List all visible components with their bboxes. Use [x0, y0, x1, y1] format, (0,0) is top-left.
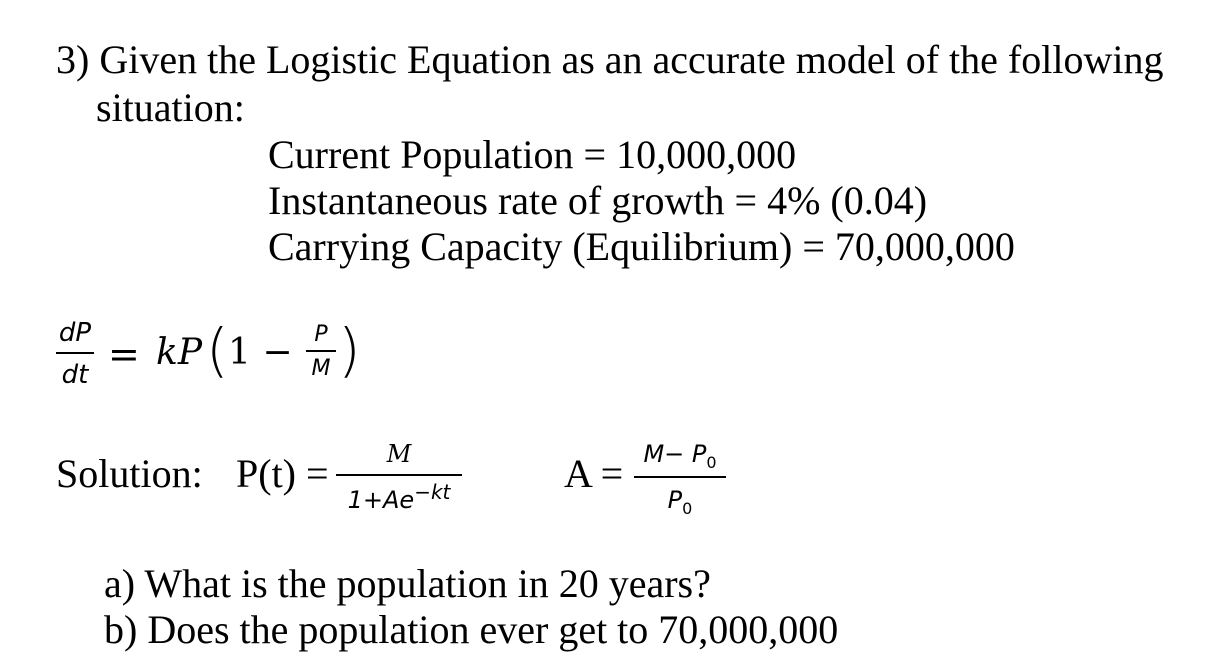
- equation-one-minus: 1 −: [228, 332, 293, 373]
- right-paren: ): [338, 316, 361, 384]
- question-b: b) Does the population ever get to 70,000,000: [104, 607, 839, 652]
- a-denominator: [668, 486, 693, 518]
- problem-title-line2: situation:: [96, 85, 245, 130]
- problem-title-line1: 3) Given the Logistic Equation as an accurate model of the following: [56, 37, 1164, 82]
- a-denominator-text: P: [667, 485, 683, 514]
- left-paren: (: [206, 316, 229, 384]
- given-current-population: Current Population = 10,000,000: [268, 132, 797, 177]
- a-fraction: [634, 440, 726, 518]
- equation-kp: kP: [156, 332, 203, 373]
- a-numerator-text: M− P: [643, 440, 707, 468]
- solution-fraction: [336, 440, 462, 514]
- fraction-bar: [336, 474, 462, 476]
- solution-denominator: [348, 480, 451, 514]
- derivative-numerator: dP: [58, 318, 92, 348]
- inner-fraction: [306, 322, 336, 381]
- solution-label: Solution:: [56, 451, 203, 496]
- fraction-bar: [306, 350, 336, 352]
- inner-denominator: M: [311, 356, 331, 381]
- equation-equals: =: [108, 332, 140, 376]
- derivative-fraction: [56, 318, 94, 390]
- fraction-bar: [634, 476, 726, 478]
- solution-pt: P(t) =: [236, 451, 329, 496]
- question-a: a) What is the population in 20 years?: [104, 561, 711, 606]
- given-growth-rate: Instantaneous rate of growth = 4% (0.04): [268, 178, 928, 223]
- a-numerator-subscript: 0: [706, 452, 717, 472]
- given-carrying-capacity: Carrying Capacity (Equilibrium) = 70,000,000: [268, 224, 1015, 269]
- a-numerator: [643, 440, 716, 472]
- a-label: A =: [564, 451, 624, 496]
- inner-numerator: P: [314, 322, 328, 347]
- derivative-denominator: dt: [61, 360, 89, 390]
- a-denominator-subscript: 0: [682, 498, 693, 518]
- denominator-exponent: −kt: [414, 480, 451, 504]
- fraction-bar: [56, 352, 94, 354]
- denominator-base: 1+Ae: [347, 486, 415, 514]
- solution-numerator: M: [386, 440, 412, 468]
